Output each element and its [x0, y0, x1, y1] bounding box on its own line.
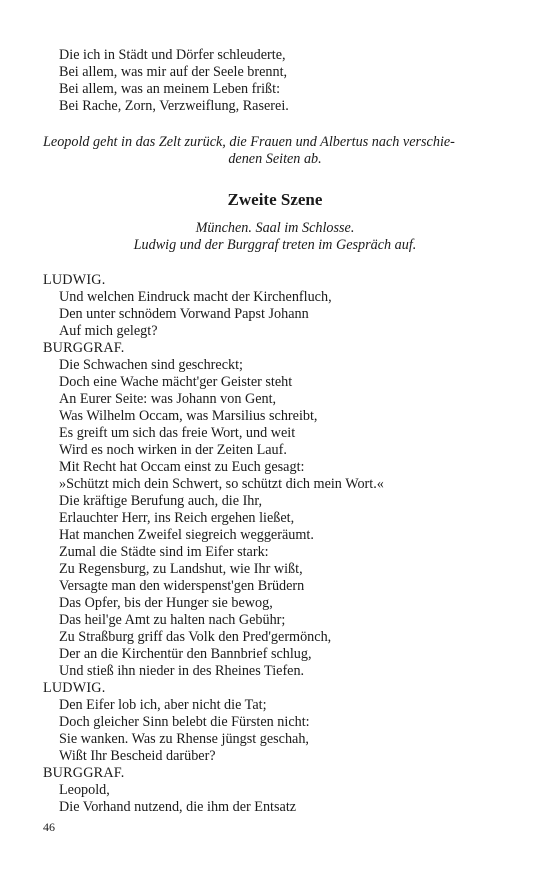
dialogue-line: Das Opfer, bis der Hunger sie bewog, — [59, 595, 273, 611]
dialogue-line: Mit Recht hat Occam einst zu Euch gesagt: — [59, 459, 305, 475]
dialogue-line: Zu Regensburg, zu Landshut, wie Ihr wißt, — [59, 561, 303, 577]
dialogue-line: Den Eifer lob ich, aber nicht die Tat; — [59, 697, 267, 713]
verse-line: Bei Rache, Zorn, Verzweiflung, Raserei. — [59, 98, 289, 114]
scene-setting: München. Saal im Schlosse. — [195, 220, 355, 236]
speaker-name: LUDWIG. — [43, 680, 106, 696]
dialogue-line: Der an die Kirchentür den Bannbrief schlug, — [59, 646, 312, 662]
verse-line: Bei allem, was mir auf der Seele brennt, — [59, 64, 288, 80]
page-number: 46 — [43, 820, 55, 834]
stage-direction-line: denen Seiten ab. — [228, 151, 322, 167]
verse-line: Bei allem, was an meinem Leben frißt: — [59, 81, 281, 97]
speaker-name: BURGGRAF. — [43, 340, 125, 356]
scene-entrance: Ludwig und der Burggraf treten im Gespräch auf. — [133, 237, 417, 253]
dialogue-line: Und welchen Eindruck macht der Kirchenfluch, — [59, 289, 332, 305]
dialogue-line: »Schützt mich dein Schwert, so schützt dich mein Wort.« — [59, 476, 384, 492]
dialogue-line: Die Schwachen sind geschreckt; — [59, 357, 243, 373]
dialogue-line: Leopold, — [59, 782, 110, 798]
speaker-name: BURGGRAF. — [43, 765, 125, 781]
stage-direction-line: Leopold geht in das Zelt zurück, die Frauen und Albertus nach verschie- — [43, 134, 455, 150]
dialogue-line: Die kräftige Berufung auch, die Ihr, — [59, 493, 263, 509]
dialogue-line: Und stieß ihn nieder in des Rheines Tiefen. — [59, 663, 305, 679]
scene-title: Zweite Szene — [227, 190, 323, 209]
dialogue-line: Wird es noch wirken in der Zeiten Lauf. — [59, 442, 287, 458]
dialogue-line: Es greift um sich das freie Wort, und weit — [59, 425, 296, 441]
dialogue-line: Hat manchen Zweifel siegreich weggeräumt. — [59, 527, 314, 543]
dialogue-line: Das heil'ge Amt zu halten nach Gebühr; — [59, 612, 286, 628]
speaker-name: LUDWIG. — [43, 272, 106, 288]
dialogue-line: An Eurer Seite: was Johann von Gent, — [59, 391, 277, 407]
dialogue-line: Doch eine Wache mächt'ger Geister steht — [59, 374, 293, 390]
dialogue-line: Doch gleicher Sinn belebt die Fürsten nicht: — [59, 714, 310, 730]
dialogue-line: Sie wanken. Was zu Rhense jüngst geschah, — [59, 731, 309, 747]
dialogue-line: Zumal die Städte sind im Eifer stark: — [59, 544, 269, 560]
dialogue-line: Erlauchter Herr, ins Reich ergehen ließet, — [59, 510, 295, 526]
dialogue-line: Versagte man den widerspenst'gen Brüdern — [59, 578, 305, 594]
dialogue-line: Den unter schnödem Vorwand Papst Johann — [59, 306, 309, 322]
verse-line: Die ich in Städt und Dörfer schleuderte, — [59, 47, 286, 63]
dialogue-line: Wißt Ihr Bescheid darüber? — [59, 748, 216, 764]
dialogue-line: Was Wilhelm Occam, was Marsilius schreibt, — [59, 408, 318, 424]
dialogue-line: Die Vorhand nutzend, die ihm der Entsatz — [59, 799, 297, 815]
dialogue-line: Zu Straßburg griff das Volk den Pred'germönch, — [59, 629, 332, 645]
dialogue-line: Auf mich gelegt? — [59, 323, 158, 339]
